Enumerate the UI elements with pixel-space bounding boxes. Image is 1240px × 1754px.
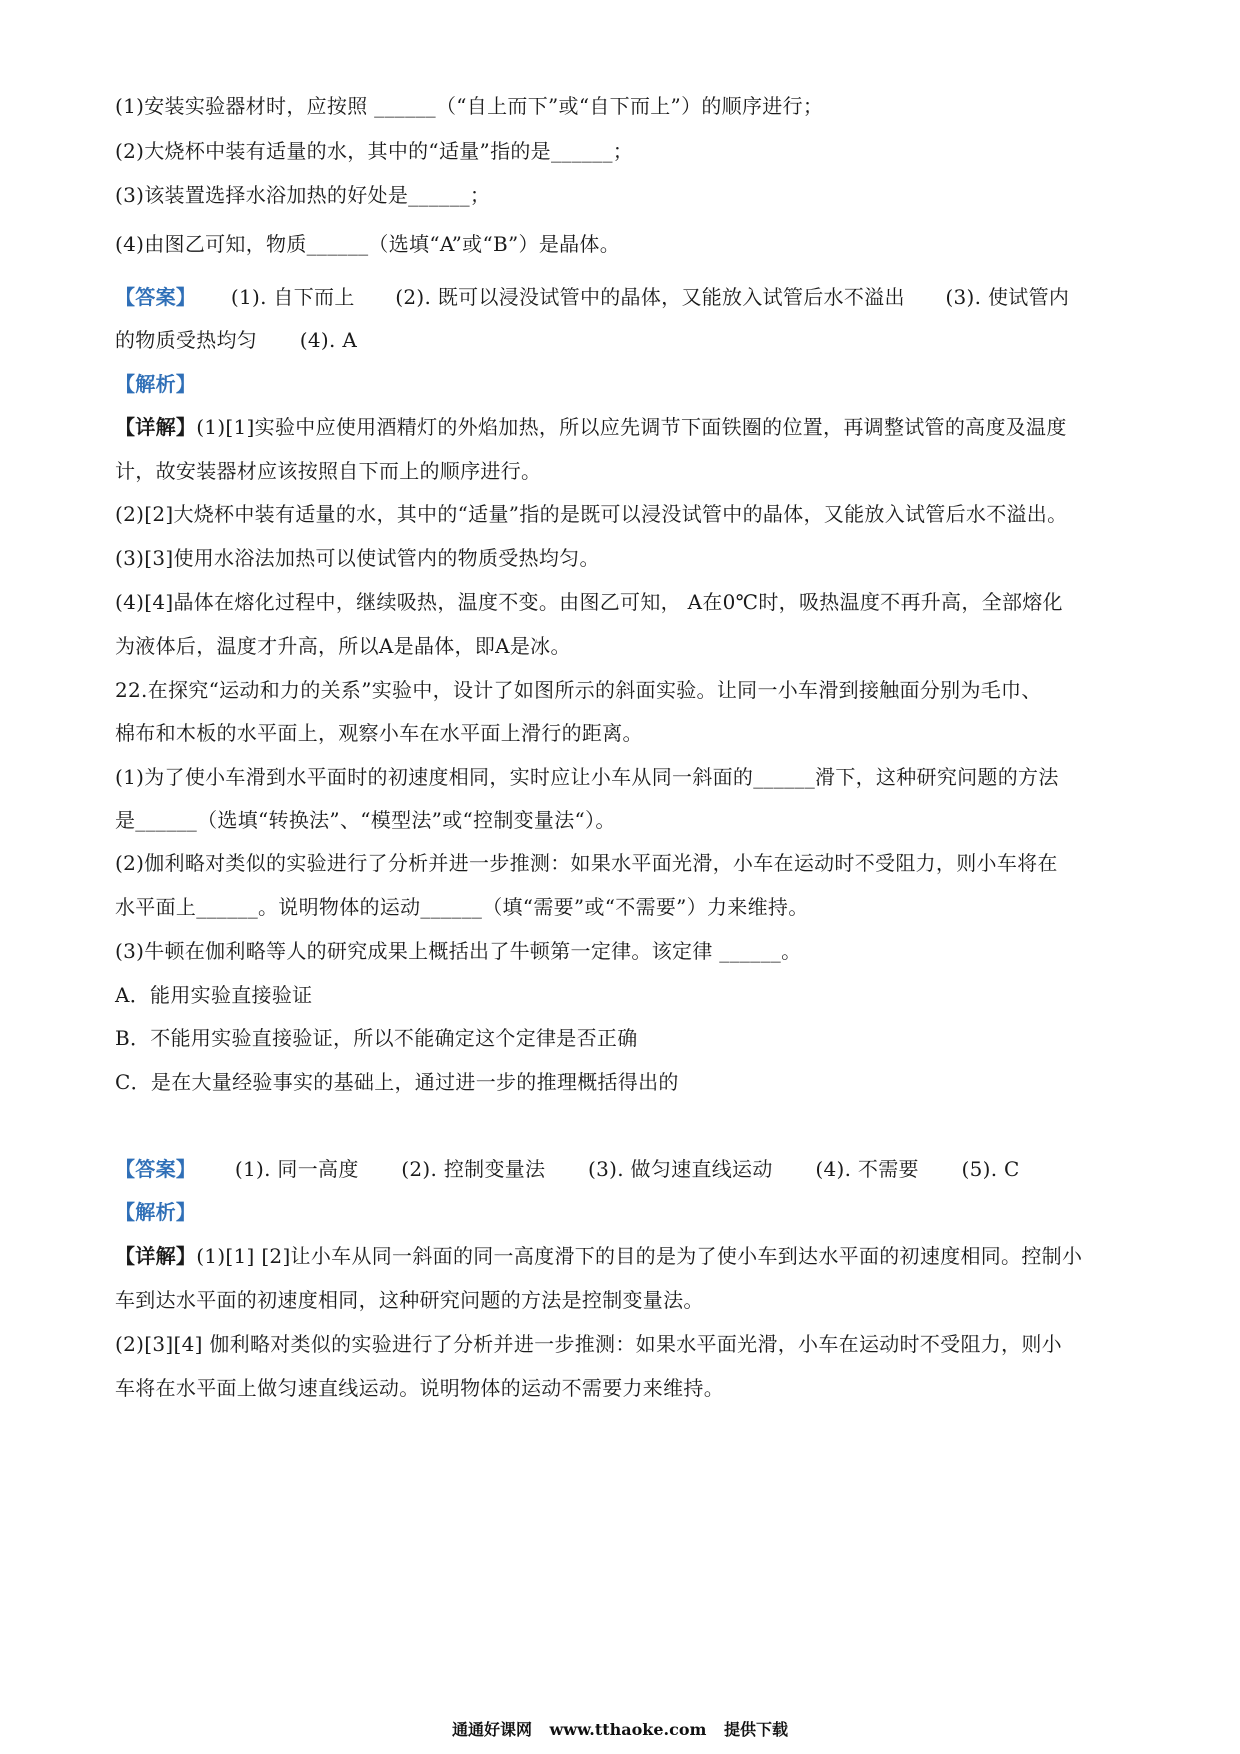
q22-option-b: B．不能用实验直接验证，所以不能确定这个定律是否正确 [115,1026,638,1050]
detail-tag: 【详解】 [115,415,197,439]
q22-part1a: (1)为了使小车滑到水平面时的初速度相同，实时应让小车从同一斜面的______滑下，这种研究问题的方法 [115,765,1059,789]
q22-answer-3: (3). 做匀速直线运动 [588,1157,773,1181]
q22-detail-2a: (2)[3][4] 伽利略对类似的实验进行了分析并进一步推测：如果水平面光滑，小车在运动时不受阻力，则小 [115,1332,1062,1356]
q21-detail-2: (2)[2]大烧杯中装有适量的水，其中的“适量”指的是既可以浸没试管中的晶体，又能放入试管后水不溢出。 [115,502,1068,526]
q22-answer-5: (5). C [961,1157,1020,1181]
page-footer [0,1718,1240,1742]
q21-answer-2: (2). 既可以浸没试管中的晶体，又能放入试管后水不溢出 [395,285,905,309]
q22-answer-2: (2). 控制变量法 [401,1157,546,1181]
q21-detail-4b: 为液体后，温度才升高，所以A是晶体，即A是冰。 [115,634,571,658]
q22-answer-line [115,1155,1020,1183]
q21-answer-3: (3). 使试管内 [945,285,1070,309]
q21-answer-cont [115,326,357,354]
q21-part2: (2)大烧杯中装有适量的水，其中的“适量”指的是______； [115,139,634,163]
q22-detail-1a-text: (1)[1] [2]让小车从同一斜面的同一高度滑下的目的是为了使小车到达水平面的初速度相同。控制小 [196,1244,1083,1268]
q22-stem-a: 22.在探究“运动和力的关系”实验中，设计了如图所示的斜面实验。让同一小车滑到接触面分别为毛巾、 [115,678,1042,702]
q21-answer-3-cont: 的物质受热均匀 [115,328,258,352]
q22-option-a: A．能用实验直接验证 [115,983,313,1007]
q21-part4: (4)由图乙可知，物质______（选填“A”或“B”）是晶体。 [115,232,621,256]
q22-detail-1b: 车到达水平面的初速度相同，这种研究问题的方法是控制变量法。 [115,1288,704,1312]
q21-detail-1b: 计，故安装器材应该按照自下而上的顺序进行。 [115,459,542,483]
q22-answer-1: (1). 同一高度 [234,1157,359,1181]
q21-detail-4a: (4)[4]晶体在熔化过程中，继续吸热，温度不变。由图乙可知， A在0℃时，吸热温度不再升高，全部熔化 [115,590,1063,614]
q22-part3: (3)牛顿在伽利略等人的研究成果上概括出了牛顿第一定律。该定律 ______。 [115,939,802,963]
answer-tag: 【答案】 [115,1157,197,1181]
q22-detail-1a [115,1242,1082,1270]
footer-site: 通通好课网 [451,1720,532,1739]
q22-part1b: 是______（选填“转换法”、“模型法”或“控制变量法“）。 [115,808,616,832]
q21-answer-4: (4). A [299,328,358,352]
q22-option-c: C．是在大量经验事实的基础上，通过进一步的推理概括得出的 [115,1070,679,1094]
q21-answer-line [115,283,1069,311]
q21-analysis-tag: 【解析】 [115,372,197,396]
q21-part1: (1)安装实验器材时，应按照 ______（“自上而下”或“自下而上”）的顺序进行； [115,94,824,118]
q22-answer-4: (4). 不需要 [815,1157,919,1181]
footer-note: 提供下载 [724,1720,789,1739]
q22-part2a: (2)伽利略对类似的实验进行了分析并进一步推测：如果水平面光滑，小车在运动时不受阻力，则小车将在 [115,851,1058,875]
q21-detail-1a [115,413,1067,441]
answer-tag: 【答案】 [115,285,197,309]
q21-detail-1a-text: (1)[1]实验中应使用酒精灯的外焰加热，所以应先调节下面铁圈的位置，再调整试管的高度及温度 [196,415,1067,439]
footer-url[interactable]: www.tthaoke.com [549,1720,707,1739]
q21-answer-1: (1). 自下而上 [230,285,355,309]
q22-detail-2b: 车将在水平面上做匀速直线运动。说明物体的运动不需要力来维持。 [115,1376,724,1400]
q22-analysis-tag: 【解析】 [115,1200,197,1224]
q21-part3: (3)该装置选择水浴加热的好处是______； [115,183,491,207]
q22-part2b: 水平面上______。说明物体的运动______（填“需要”或“不需要”）力来维持。 [115,895,809,919]
q22-stem-b: 棉布和木板的水平面上，观察小车在水平面上滑行的距离。 [115,721,643,745]
detail-tag: 【详解】 [115,1244,197,1268]
q21-detail-3: (3)[3]使用水浴法加热可以使试管内的物质受热均匀。 [115,546,600,570]
